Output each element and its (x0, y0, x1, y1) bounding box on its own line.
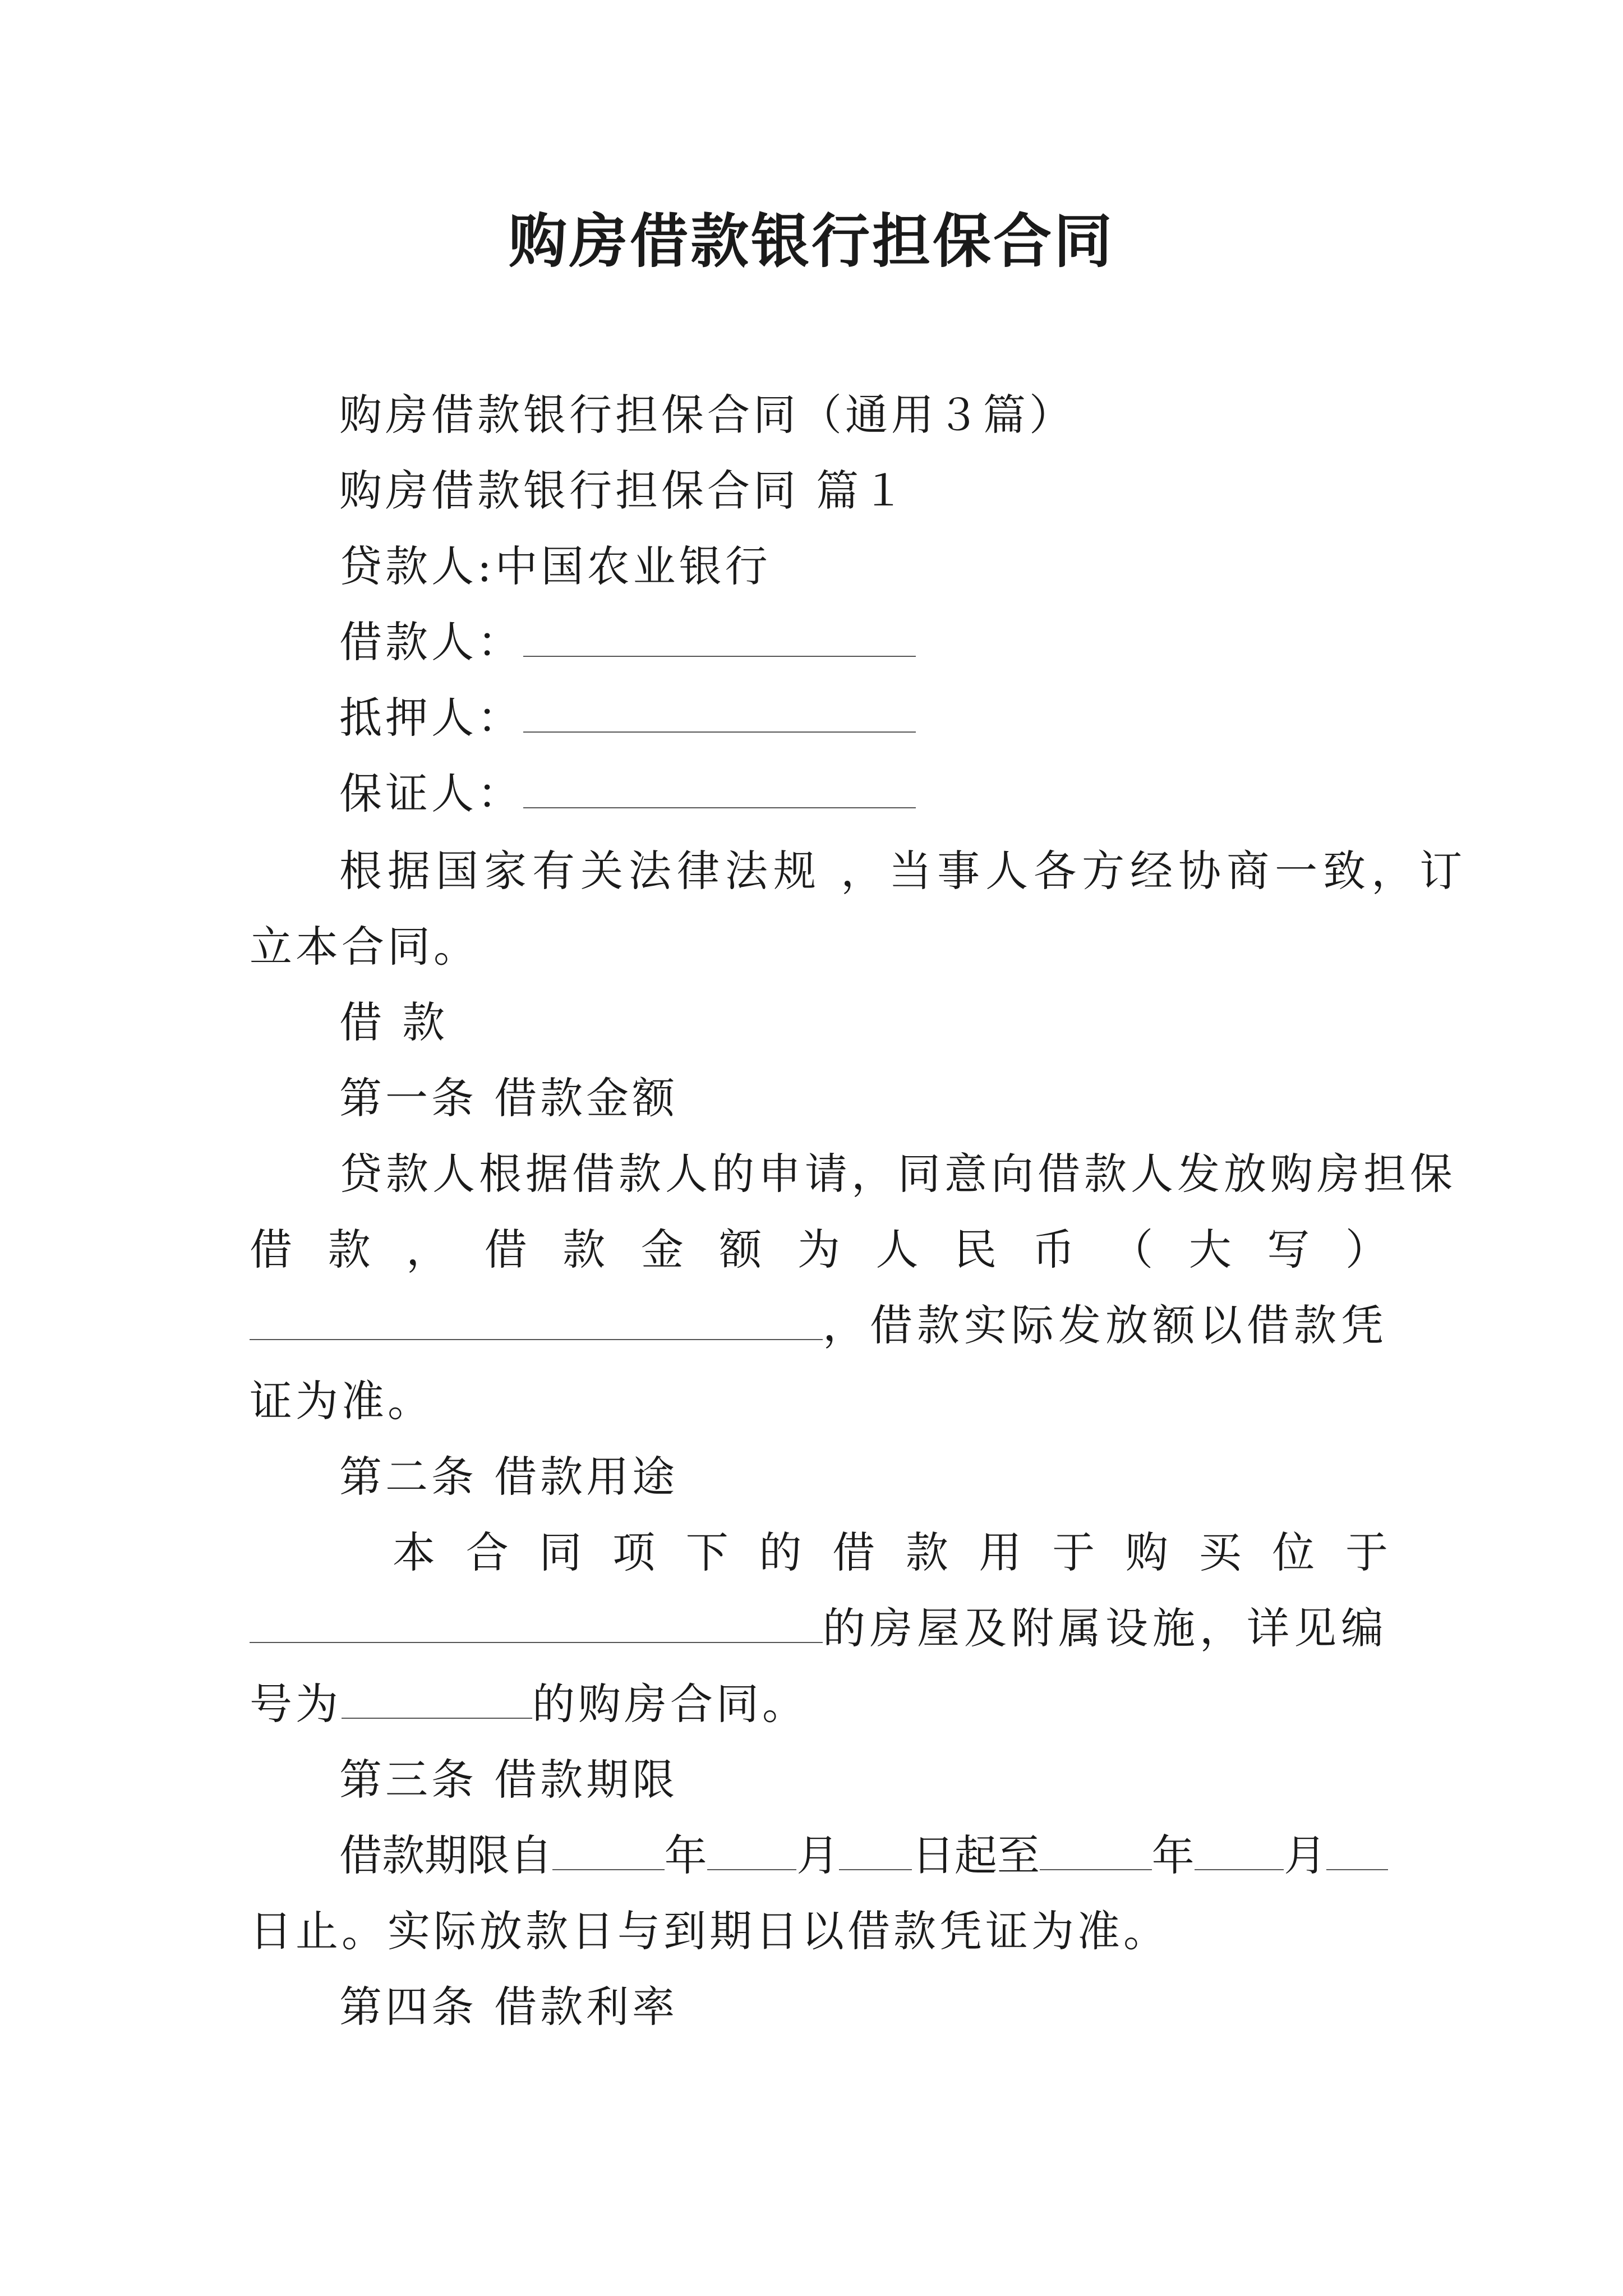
start-month-blank (707, 1834, 797, 1870)
term-from-label: 借款期限自 (339, 1830, 552, 1880)
article-1-line-2-char-7: 为 (797, 1225, 840, 1274)
article-2-line-3-text: 的购房合同。 (532, 1679, 808, 1729)
borrower-blank (523, 621, 916, 657)
article-1-line-2-char-14: ） (1345, 1225, 1388, 1274)
guarantor-line (339, 766, 916, 822)
article-3-line-1 (339, 1828, 1388, 1884)
article-4-heading: 第四条 借款利率 (339, 1982, 679, 2032)
article-1-line-2-char-4: 款 (562, 1225, 606, 1274)
article-1-line-1: 贷款人根据借款人的申请，同意向借款人发放购房担保 (339, 1149, 1456, 1199)
borrower-line (339, 614, 916, 670)
guarantor-blank (523, 772, 916, 808)
article-1-line-2-char-12: 大 (1188, 1225, 1232, 1274)
start-month-label: 月 (796, 1830, 840, 1880)
preamble-line-2: 立本合同。 (250, 922, 479, 972)
article-2-line-1-char-8: 用 (979, 1527, 1022, 1577)
article-2-line-1-char-3: 项 (612, 1527, 656, 1577)
article-2-line-1-char-1: 合 (465, 1527, 509, 1577)
article-1-line-2-char-9: 民 (954, 1225, 997, 1274)
article-2-heading: 第二条 借款用途 (339, 1452, 679, 1502)
article-3-heading: 第三条 借款期限 (339, 1755, 679, 1805)
article-1-line-2-char-3: 借 (484, 1225, 527, 1274)
article-1-line-2-char-0: 借 (250, 1225, 292, 1274)
article-1-line-2 (250, 1222, 1388, 1278)
start-day-label: 日起至 (911, 1830, 1040, 1880)
article-1-line-3-text: ，借款实际发放额以借款凭 (823, 1300, 1388, 1350)
article-2-line-1-char-11: 买 (1198, 1527, 1242, 1577)
article-1-line-2-char-13: 写 (1267, 1225, 1310, 1274)
article-2-line-2 (250, 1600, 1388, 1657)
start-day-blank (839, 1834, 912, 1870)
article-2-line-1-char-10: 购 (1125, 1527, 1168, 1577)
article-1-line-2-char-2: ， (406, 1225, 449, 1274)
article-2-line-1-char-12: 位 (1272, 1527, 1315, 1577)
loan-amount-blank (250, 1304, 823, 1340)
end-month-label: 月 (1284, 1830, 1327, 1880)
article-1-line-2-char-1: 款 (328, 1225, 371, 1274)
article-1-line-3 (250, 1297, 1388, 1354)
article-2-line-1 (393, 1525, 1388, 1581)
article-1-line-2-char-8: 人 (875, 1225, 919, 1274)
guarantor-label: 保证人： (339, 769, 523, 818)
preamble-line-1: 根据国家有关法律法规 ，当事人各方经协商一致，订 (339, 846, 1468, 896)
article-1-heading: 第一条 借款金额 (339, 1073, 679, 1123)
lender-line: 贷款人:中国农业银行 (339, 541, 771, 591)
article-1-line-2-char-6: 额 (719, 1225, 762, 1274)
article-3-line-2: 日止。实际放款日与到期日以借款凭证为准。 (250, 1906, 1169, 1956)
contract-number-blank (342, 1683, 532, 1719)
mortgagor-blank (523, 697, 916, 733)
article-1-line-2-char-11: （ (1110, 1225, 1154, 1274)
article-1-line-2-char-10: 币 (1032, 1225, 1075, 1274)
contract-number-label: 号为 (250, 1679, 342, 1729)
article-2-line-1-char-13: 于 (1345, 1527, 1388, 1577)
end-day-blank (1326, 1834, 1388, 1870)
chapter-heading: 借 款 (339, 997, 449, 1047)
article-2-line-1-char-2: 同 (539, 1527, 582, 1577)
mortgagor-line (339, 690, 916, 746)
article-2-line-3 (250, 1676, 808, 1732)
article-2-line-1-char-0: 本 (393, 1527, 435, 1577)
start-year-label: 年 (664, 1830, 707, 1880)
end-month-blank (1195, 1834, 1284, 1870)
article-2-line-1-char-6: 借 (832, 1527, 875, 1577)
article-1-line-2-char-5: 金 (640, 1225, 684, 1274)
mortgagor-label: 抵押人： (339, 693, 523, 743)
article-2-line-1-char-9: 于 (1052, 1527, 1095, 1577)
article-2-line-1-char-5: 的 (759, 1527, 802, 1577)
article-2-line-2-text: 的房屋及附属设施，详见编 (823, 1603, 1388, 1653)
article-1-line-4: 证为准。 (250, 1376, 434, 1426)
article-2-line-1-char-7: 款 (905, 1527, 948, 1577)
property-location-blank (250, 1607, 823, 1643)
section-heading: 购房借款银行担保合同 篇１ (339, 466, 909, 516)
end-year-label: 年 (1151, 1830, 1195, 1880)
document-title: 购房借款银行担保合同 (508, 206, 1114, 275)
article-2-line-1-char-4: 下 (685, 1527, 728, 1577)
borrower-label: 借款人： (339, 617, 523, 667)
end-year-blank (1040, 1834, 1152, 1870)
document-subtitle: 购房借款银行担保合同（通用３篇） (339, 390, 1075, 440)
start-year-blank (552, 1834, 665, 1870)
